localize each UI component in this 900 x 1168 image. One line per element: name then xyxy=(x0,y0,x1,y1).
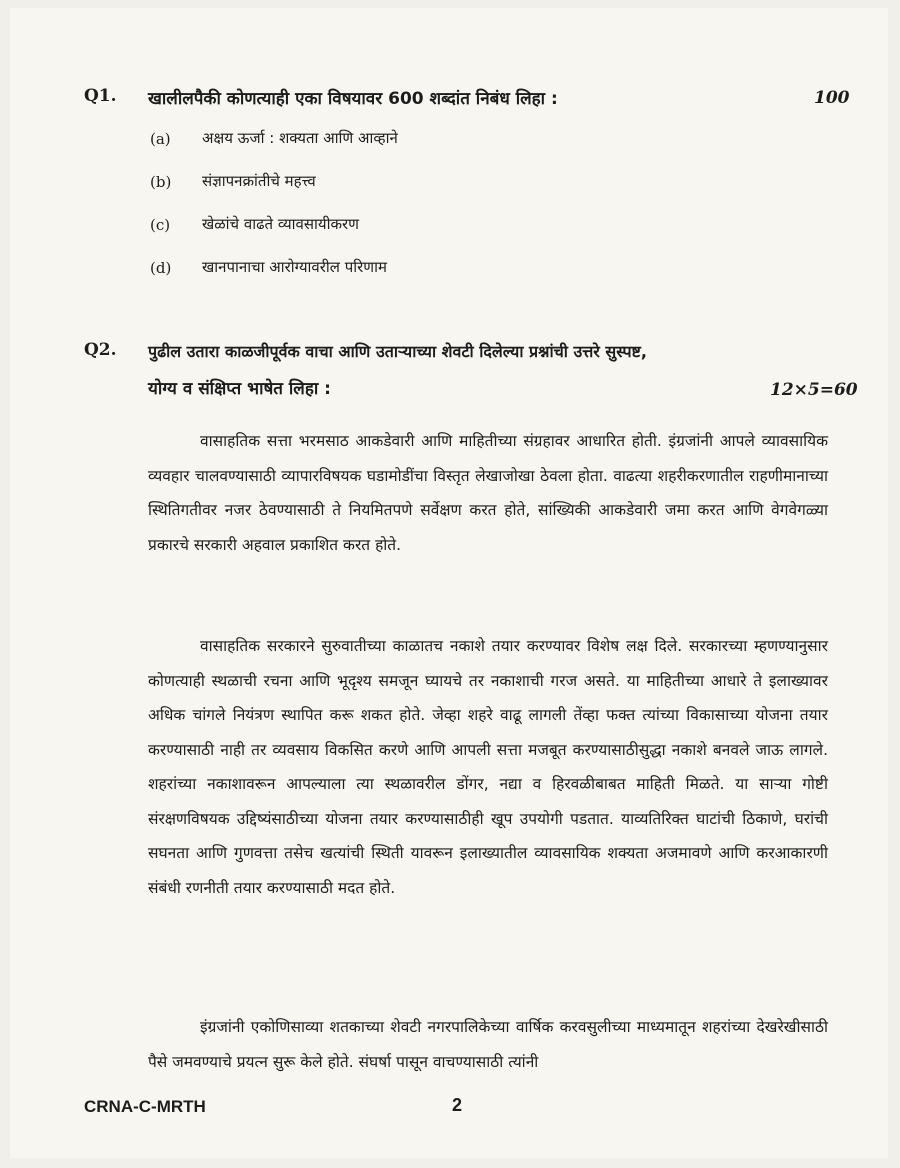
passage-paragraph-3: इंग्रजांनी एकोणिसाव्या शतकाच्या शेवटी नगरपालिकेच्या वार्षिक करवसुलीच्या माध्यमातून शहरांच्या देखरेखीसाठी पैसे जमवण्याचे प्रयत्न सुरू केले होते. संघर्षा पासून वाचण्यासाठी त्यांनी xyxy=(148,1018,828,1071)
q1-option-d-text: खानपानाचा आरोग्यावरील परिणाम xyxy=(202,258,387,276)
q1-number: Q1. xyxy=(84,86,117,106)
q2-prompt-line2: योग्य व संक्षिप्त भाषेत लिहा : xyxy=(148,379,331,399)
q2-number: Q2. xyxy=(84,340,117,360)
q1-marks: 100 xyxy=(814,88,850,108)
passage-paragraph-1: वासाहतिक सत्ता भरमसाठ आकडेवारी आणि माहितीच्या संग्रहावर आधारित होती. इंग्रजांनी आपले व्यावसायिक व्यवहार चालवण्यासाठी व्यापारविषयक घडामोडींचा विस्तृत लेखाजोखा ठेवला होता. वाढत्या शहरीकरणातील राहणीमानाच्या स्थितिगतीवर नजर ठेवण्यासाठी ते नियमितपणे सर्वेक्षण करत होते, सांख्यिकी आकडेवारी जमा करत आणि वेगवेगळ्या प्रकारचे सरकारी अहवाल प्रकाशित करत होते. xyxy=(148,432,828,554)
q1-option-b-text: संज्ञापनक्रांतीचे महत्त्व xyxy=(202,172,316,190)
q1-option-b-letter: (b) xyxy=(150,173,172,191)
q1-option-d-letter: (d) xyxy=(150,259,172,277)
q2-marks: 12×5=60 xyxy=(770,380,858,400)
exam-page xyxy=(10,8,888,1158)
q1-option-c-text: खेळांचे वाढते व्यावसायीकरण xyxy=(202,215,360,233)
q2-prompt-line1: पुढील उतारा काळजीपूर्वक वाचा आणि उताऱ्याच्या शेवटी दिलेल्या प्रश्नांची उत्तरे सुस्पष्ट, xyxy=(148,342,647,361)
passage-paragraph-2: वासाहतिक सरकारने सुरुवातीच्या काळातच नकाशे तयार करण्यावर विशेष लक्ष दिले. सरकारच्या म्हणण्यानुसार कोणत्याही स्थळाची रचना आणि भूदृश्य समजून घ्यायचे तर नकाशाची गरज असते. या माहितीच्या आधारे ते इलाख्यावर अधिक चांगले नियंत्रण स्थापित करू शकत होते. जेव्हा शहरे वाढू लागली तेंव्हा फक्त त्यांच्या विकासाच्या योजना तयार करण्यासाठी नाही तर व्यवसाय विकसित करणे आणि आपली सत्ता मजबूत करण्यासाठीसुद्धा नकाशे बनवले जाऊ लागले. शहरांच्या नकाशावरून आपल्याला त्या स्थळावरील डोंगर, नद्या व हिरवळीबाबत माहिती मिळते. या साऱ्या गोष्टी संरक्षणविषयक उद्दिष्यंसाठीच्या योजना तयार करण्यासाठीही खूप उपयोगी पडतात. याव्यतिरिक्त घाटांची ठिकाणे, घरांची सघनता आणि गुणवत्ता तसेच खत्यांची स्थिती यावरून इलाख्यातील व्यावसायिक शक्यता अजमावणे आणि करआकारणी संबंधी रणनीती तयार करण्यासाठी मदत होते. xyxy=(148,637,828,897)
q1-option-c-letter: (c) xyxy=(150,216,171,234)
q1-option-a-letter: (a) xyxy=(150,130,171,148)
paper-code: CRNA-C-MRTH xyxy=(84,1097,206,1116)
page-number: 2 xyxy=(452,1095,463,1115)
q1-option-a-text: अक्षय ऊर्जा : शक्यता आणि आव्हाने xyxy=(202,129,398,147)
q1-prompt: खालीलपैकी कोणत्याही एका विषयावर 600 शब्दांत निबंध लिहा : xyxy=(148,89,558,109)
